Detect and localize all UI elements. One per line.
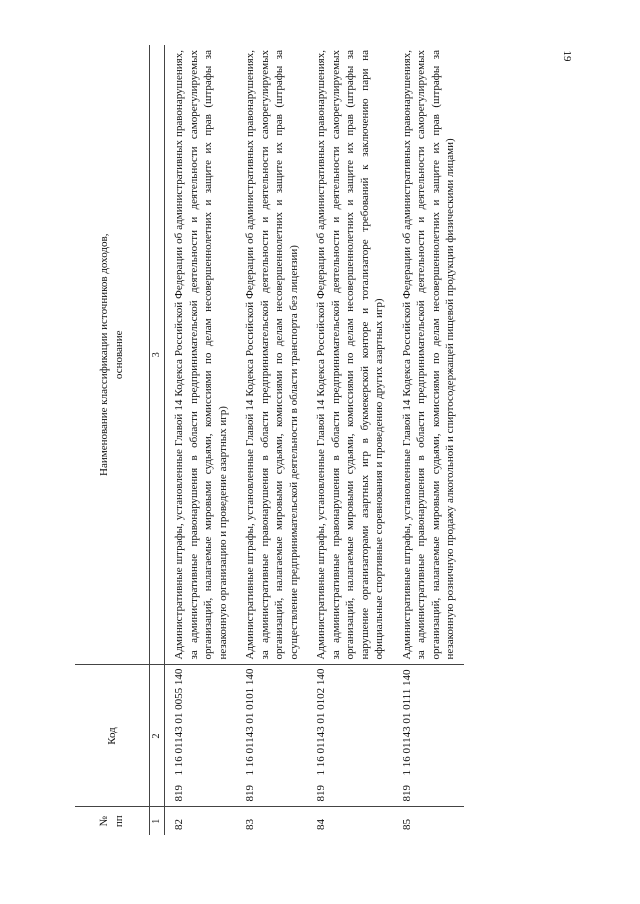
header-name: Наименование классификации источников доходов, основание [75, 45, 150, 665]
row-number: 83 [236, 807, 307, 835]
row-code [236, 665, 307, 807]
admin-code: 819 [400, 785, 413, 802]
column-number: 2 [150, 665, 165, 807]
header-code: Код [75, 665, 150, 807]
row-name: Административные штрафы, установленные Главой 14 Кодекса Российской Федерации об административных правонарушениях, за административные правонарушения в области предпринимательской деятельности и деятельности саморегулируемых организаций, налагаемые мировыми судьями, комиссиями по делам несовершеннолетних и защите их прав (штрафы за нарушение организаторами азартных игр в букмекерской конторе и тотализаторе требований к заключению пари на официальные спортивные соревнования и проведению других азартных игр) [315, 50, 385, 660]
column-number: 3 [150, 45, 165, 665]
row-name: Административные штрафы, установленные Главой 14 Кодекса Российской Федерации об административных правонарушениях, за административные правонарушения в области предпринимательской деятельности и деятельности саморегулируемых организаций, налагаемые мировыми судьями, комиссиями по делам несовершеннолетних и защите их прав (штрафы за незаконную организацию и проведение азартных игр) [173, 50, 229, 660]
budget-code: 1 16 01143 01 0111 140 [400, 669, 413, 776]
row-number: 82 [165, 807, 237, 835]
admin-code: 819 [244, 785, 256, 802]
budget-code: 1 16 01143 01 0055 140 [173, 668, 185, 776]
row-number: 85 [393, 807, 464, 835]
budget-code: 1 16 01143 01 0101 140 [244, 668, 256, 776]
table-row [165, 45, 237, 835]
page-number: 19 [561, 50, 573, 62]
table-header-row [75, 45, 150, 835]
row-code [307, 665, 393, 807]
row-code [165, 665, 237, 807]
table-row [393, 45, 464, 835]
row-name: Административные штрафы, установленные Главой 14 Кодекса Российской Федерации об административных правонарушениях, за административные правонарушения в области предпринимательской деятельности и деятельности саморегулируемых организаций, налагаемые мировыми судьями, комиссиями по делам несовершеннолетних и защите их прав (штрафы за осуществление предпринимательской деятельности в области транспорта без лицензии) [244, 50, 300, 660]
revenue-classification-table [75, 45, 464, 835]
budget-code: 1 16 01143 01 0102 140 [315, 668, 327, 776]
row-number: 84 [307, 807, 393, 835]
column-number-row [150, 45, 165, 835]
row-code [393, 665, 464, 807]
table-row [236, 45, 307, 835]
header-num: № пп [75, 807, 150, 835]
table-row [307, 45, 393, 835]
admin-code: 819 [173, 785, 185, 802]
admin-code: 819 [315, 785, 327, 802]
column-number: 1 [150, 807, 165, 835]
rotated-page-content [75, 45, 555, 835]
row-name: Административные штрафы, установленные Главой 14 Кодекса Российской Федерации об административных правонарушениях, за административные правонарушения в области предпринимательской деятельности и деятельности саморегулируемых организаций, налагаемые мировыми судьями, комиссиями по делам несовершеннолетних и защите их прав (штрафы за незаконную розничную продажу алкогольной и спиртосодержащей пищевой продукции физическими лицами) [400, 50, 456, 660]
